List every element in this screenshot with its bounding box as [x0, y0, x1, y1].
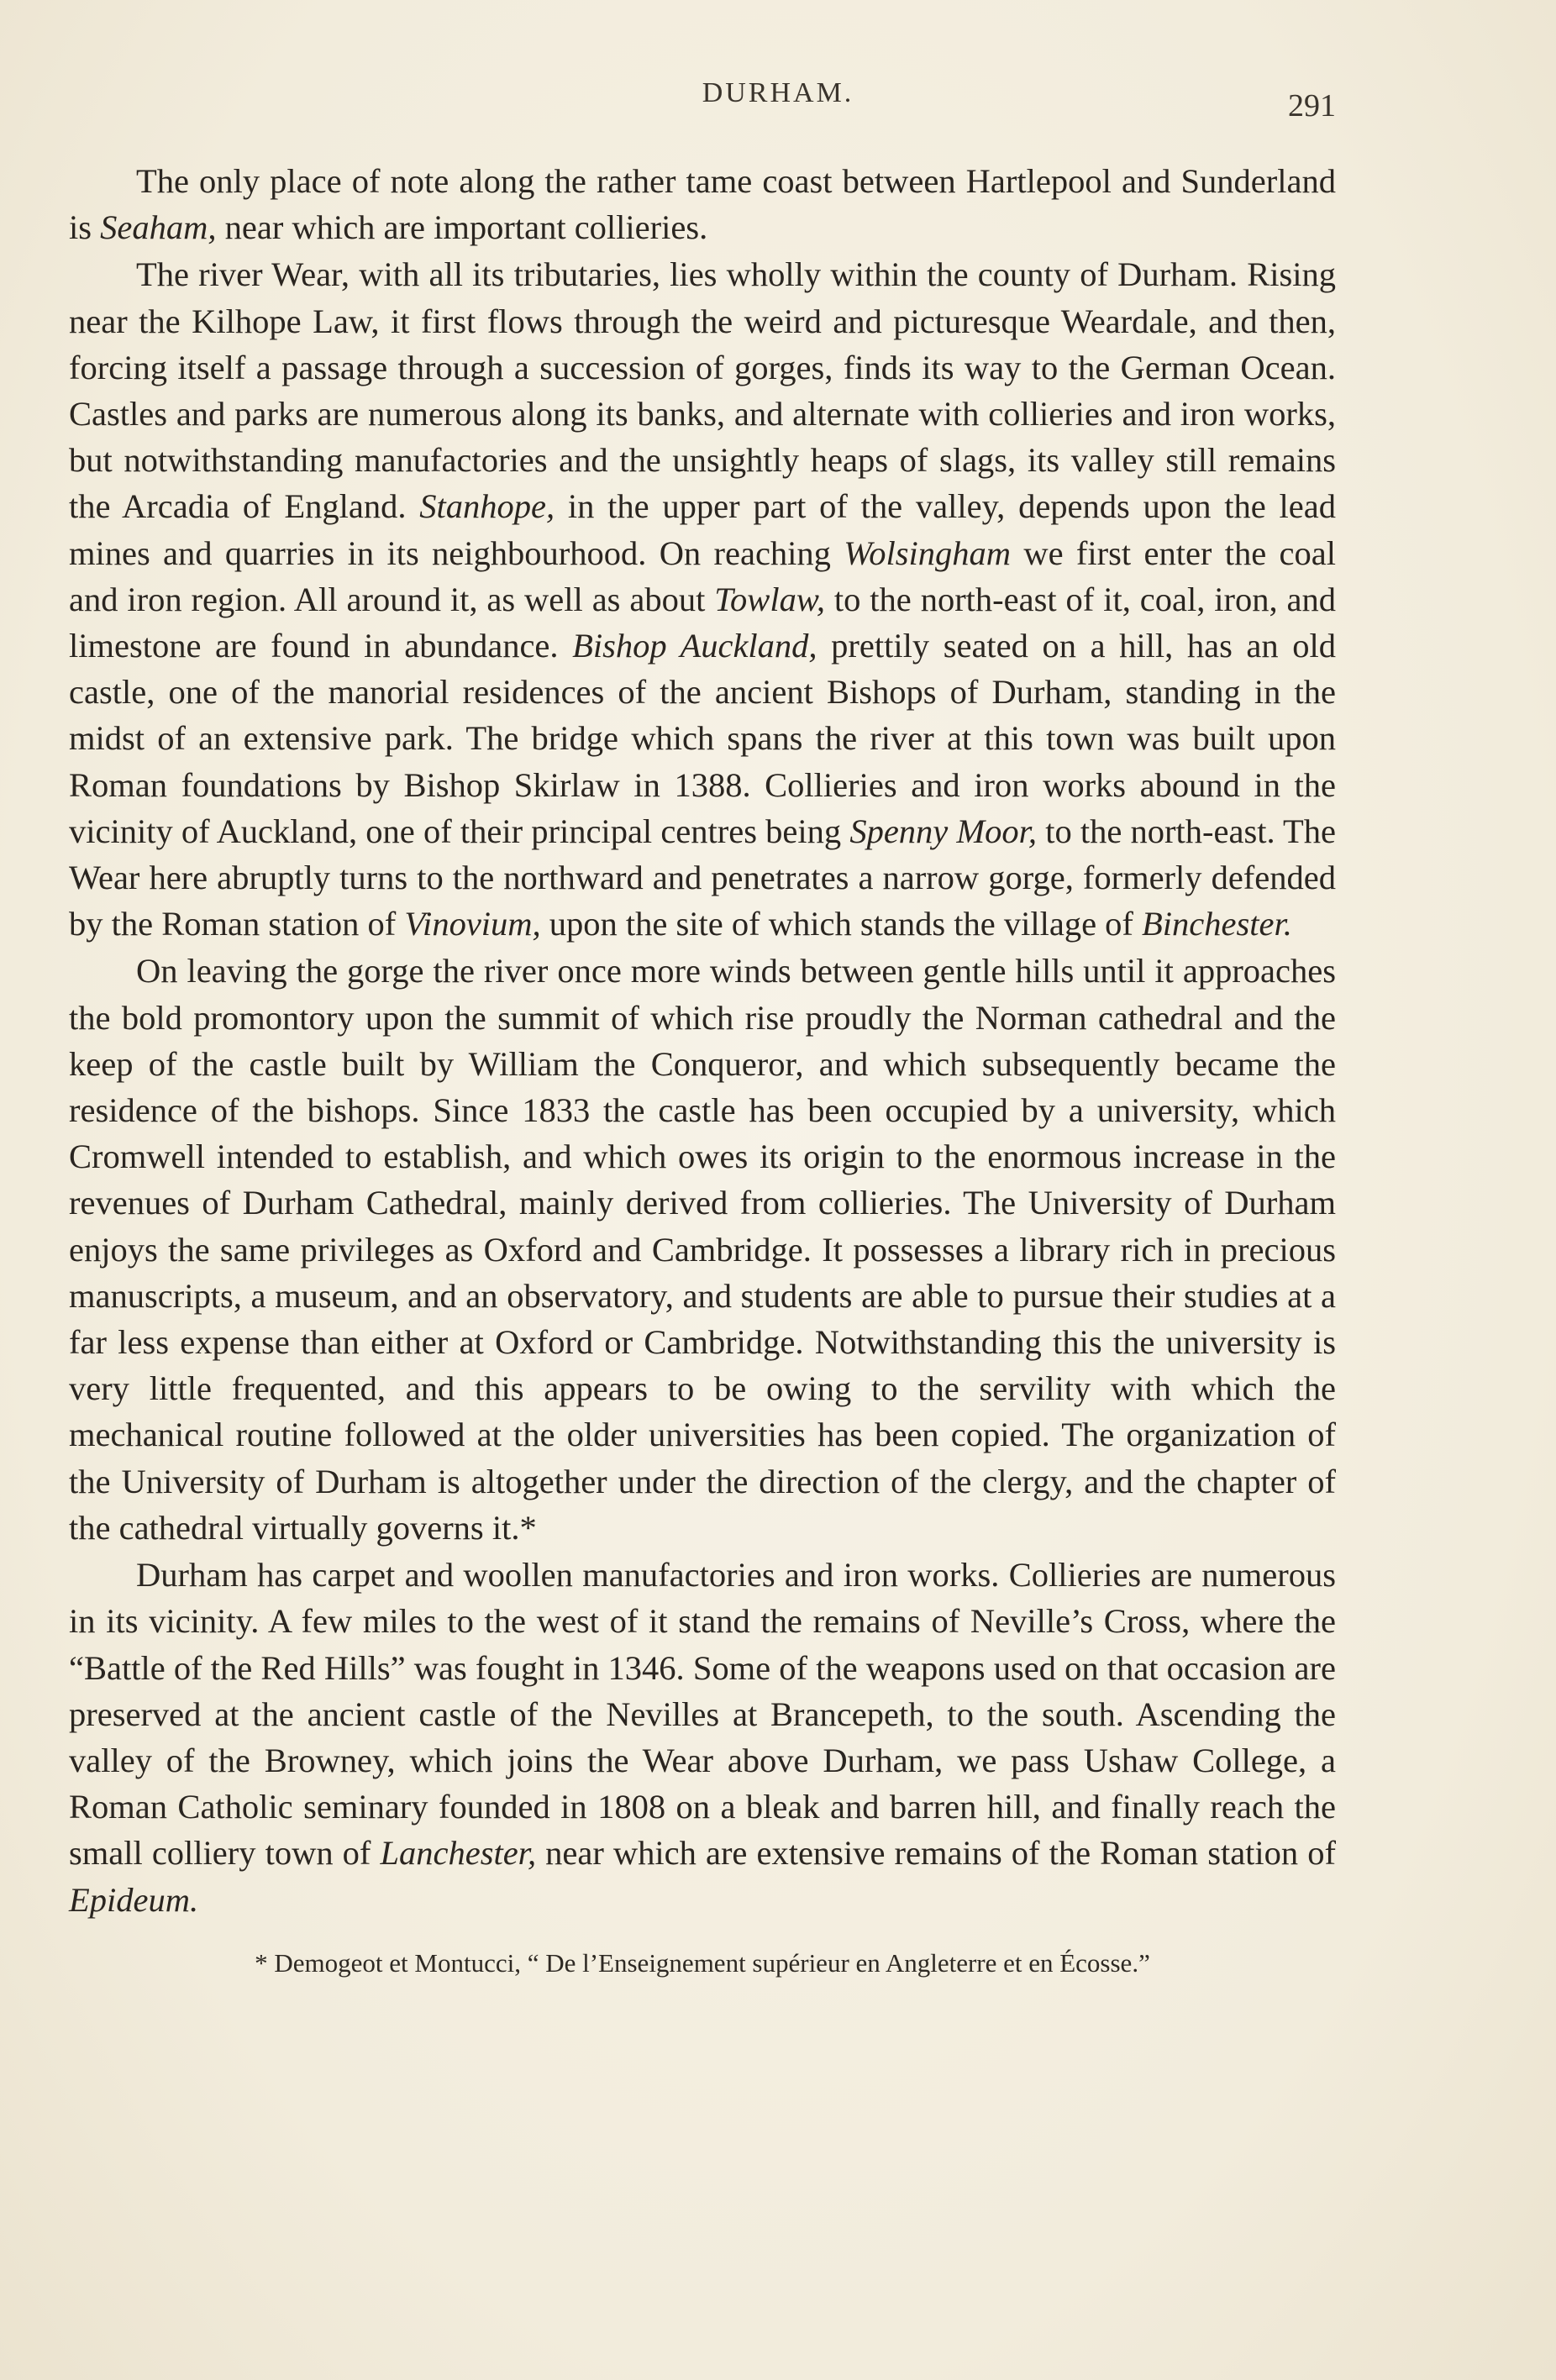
- text-segment: in the upper part of the valley, depends upon the lead mines and quarries in its neighbourhood. On reaching: [69, 487, 1337, 572]
- place-name-stanhope: Stanhope,: [419, 487, 555, 526]
- text-segment: near which are important collieries.: [216, 208, 708, 247]
- text-segment: Durham has carpet and woollen manufactories and iron works. Collieries are numerous in its vicinity. A few miles to the west of it stand the remains of Neville’s Cross, where the “Battle of the Red Hills” was fought in 1346. Some of the weapons used on that occasion are preserved at the ancient castle of the Nevilles at Brancepeth, to the south. Ascending the valley of the Browney, which joins the Wear above Durham, we pass Ushaw College, a Roman Catholic seminary founded in 1808 on a bleak and barren hill, and finally reach the small colliery town of: [69, 1556, 1336, 1873]
- paragraph-durham-university: [69, 948, 1336, 1551]
- place-name-bishop-auckland: Bishop Auckland,: [572, 627, 817, 665]
- place-name-vinovium: Vinovium,: [404, 905, 541, 943]
- page-number: 291: [1288, 88, 1336, 123]
- text-segment: prettily seated on a hill, has an old castle, one of the manorial residences of the ancient Bishops of Durham, standing in the midst of an extensive park. The bridge which spans the river at this town was built upon Roman foundations by Bishop Skirlaw in 1388. Collieries and iron works abound in the vicinity of Auckland, one of their principal centres being: [69, 627, 1337, 850]
- running-title: DURHAM.: [702, 77, 854, 108]
- text-segment: we first enter the coal and iron region. All around it, as well as about: [69, 533, 1336, 618]
- text-segment: On leaving the gorge the river once more winds between gentle hills until it approaches the bold promontory upon the summit of which rise proudly the Norman cathedral and the keep of the castle built by William the Conqueror, and which subsequently became the residence of the bishops. Since 1833 the castle has been occupied by a university, which Cromwell intended to establish, and which owes its origin to the enormous increase in the revenues of Durham Cathedral, mainly derived from collieries. The University of Durham enjoys the same privileges as Oxford and Cambridge. It possesses a library rich in precious manuscripts, a museum, and an observatory, and students are able to pursue their studies at a far less expense than either at Oxford or Cambridge. Notwithstanding this the university is very little frequented, and this appears to be owing to the servility with which the mechanical routine followed at the older universities has been copied. The organization of the University of Durham is altogether under the direction of the clergy, and the chapter of the cathedral virtually governs it.*: [69, 952, 1336, 1547]
- place-name-binchester: Binchester.: [1142, 905, 1292, 943]
- text-segment: to the north-east. The Wear here abruptly turns to the northward and penetrates a narrow gorge, formerly defended by the Roman station of: [69, 812, 1336, 943]
- place-name-epideum: Epideum.: [69, 1880, 199, 1919]
- text-segment: The only place of note along the rather tame coast between Hartlepool and Sunderland is: [69, 162, 1336, 247]
- place-name-wolsingham: Wolsingham: [844, 533, 1012, 572]
- place-name-seaham: Seaham,: [100, 208, 217, 247]
- text-segment: near which are extensive remains of the Roman station of: [536, 1834, 1336, 1873]
- text-segment: upon the site of which stands the village of: [540, 905, 1143, 943]
- body-text: [69, 158, 1336, 1923]
- text-segment: The river Wear, with all its tributaries, lies wholly within the county of Durham. Rising near the Kilhope Law, it first flows through the weird and picturesque Weardale, and then, forcing itself a passage through a succession of gorges, finds its way to the German Ocean. Castles and parks are numerous along its banks, and alternate with collieries and iron works, but notwithstanding manufactories and the unsightly heaps of slags, its valley still remains the Arcadia of England.: [69, 255, 1336, 526]
- paragraph-river-wear: [69, 251, 1336, 947]
- paragraph-seaham: [69, 158, 1336, 250]
- footnote: * Demogeot et Montucci, “ De l’Enseignement supérieur en Angleterre et en Écosse.”: [255, 1948, 1150, 1978]
- text-segment: to the north-east of it, coal, iron, and limestone are found in abundance.: [69, 580, 1336, 665]
- place-name-lanchester: Lanchester,: [380, 1834, 537, 1873]
- paragraph-durham-industry: [69, 1552, 1336, 1923]
- place-name-towlaw: Towlaw,: [714, 580, 825, 618]
- place-name-spenny-moor: Spenny Moor,: [849, 812, 1038, 850]
